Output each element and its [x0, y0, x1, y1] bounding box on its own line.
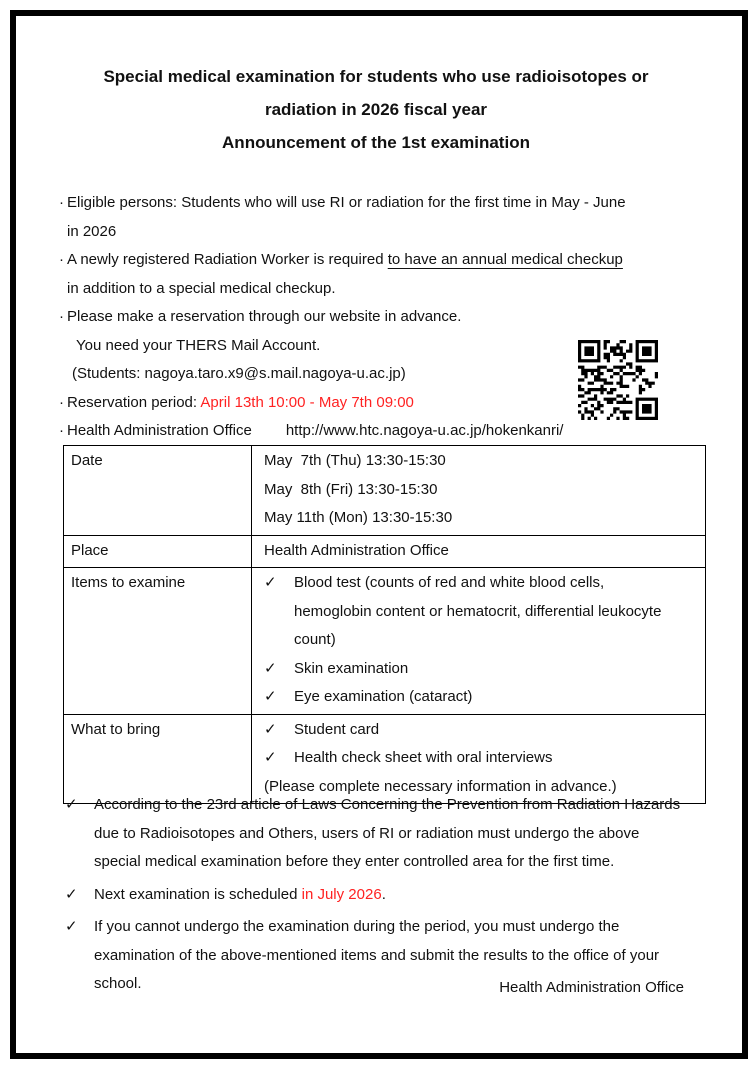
date-line: May 7th (Thu) 13:30-15:30	[264, 452, 446, 469]
period-label: Reservation period:	[67, 393, 201, 411]
reservation-text: Please make a reservation through our website in advance.	[67, 308, 462, 325]
check-item-blood-test	[252, 569, 681, 655]
exam-info-table	[63, 445, 706, 804]
place-value: Health Administration Office	[264, 541, 449, 559]
office-url-link[interactable]: http://www.htc.nagoya-u.ac.jp/hokenkanri/	[285, 422, 564, 439]
row-value-items	[252, 568, 706, 715]
bullet-icon: ·	[59, 251, 64, 268]
note-law-text: According to the 23rd article of Laws Concerning the Prevention from Radiation Hazards due to Radioisotopes and Others, users of RI or radiation must undergo the above special medical examination before they enter controlled area for the first time.	[94, 796, 681, 870]
qr-code-image	[578, 340, 658, 420]
check-icon: ✓	[65, 918, 78, 935]
worker-text-underlined: to have an annual medical checkup	[387, 251, 623, 268]
list-item-eligible	[59, 189, 630, 246]
list-item-worker	[59, 246, 630, 303]
bullet-icon: ·	[59, 194, 64, 211]
check-icon: ✓	[264, 720, 277, 738]
bullet-icon: ·	[59, 393, 64, 411]
office-label: Health Administration Office	[67, 422, 252, 439]
check-item-health-sheet	[252, 744, 681, 773]
table-row-place	[64, 535, 706, 568]
account-note: You need your THERS Mail Account.	[76, 336, 321, 354]
note-cannot-text: If you cannot undergo the examination during the period, you must undergo the examination of the above-mentioned items and submit the results to the office of your school.	[94, 918, 660, 992]
title-line-3: Announcement of the 1st examination	[222, 133, 530, 152]
check-item-text: Student card	[294, 720, 380, 738]
qr-code	[578, 340, 658, 420]
worker-text-post: in addition to a special medical checkup.	[67, 279, 336, 297]
row-value-date	[252, 446, 706, 536]
row-label-place: Place	[64, 535, 252, 568]
bullet-icon: ·	[59, 422, 64, 439]
date-line: May 11th (Mon) 13:30-15:30	[264, 509, 453, 526]
check-item-text: Blood test (counts of red and white blood cells, hemoglobin content or hematocrit, differential leukocyte count)	[294, 574, 662, 648]
bullet-icon: ·	[59, 308, 64, 325]
check-icon: ✓	[264, 688, 277, 705]
note-next-post: .	[381, 885, 386, 903]
intro-list	[59, 189, 630, 446]
period-value: April 13th 10:00 - May 7th 09:00	[200, 393, 414, 411]
signature: Health Administration Office	[499, 979, 684, 996]
list-item-office	[59, 417, 630, 446]
check-icon: ✓	[65, 885, 78, 903]
list-item-reservation	[59, 303, 630, 332]
check-icon: ✓	[264, 749, 277, 766]
worker-text-pre: A newly registered Radiation Worker is required	[67, 251, 388, 268]
row-value-place	[252, 535, 706, 568]
student-mail-example: (Students: nagoya.taro.x9@s.mail.nagoya-u.ac.jp)	[72, 365, 406, 382]
eligible-text: Eligible persons: Students who will use RI or radiation for the first time in May - June in 2026	[67, 194, 626, 240]
table-row-items	[64, 568, 706, 715]
check-icon: ✓	[264, 659, 277, 677]
title-line-2: radiation in 2026 fiscal year	[264, 100, 488, 119]
check-item-student-card	[252, 716, 681, 745]
row-label-date: Date	[64, 446, 252, 536]
check-item-text: Skin examination	[294, 659, 409, 677]
check-item-text: Health check sheet with oral interviews	[294, 749, 553, 766]
note-next-pre: Next examination is scheduled	[94, 885, 302, 903]
footer-notes	[63, 791, 684, 1003]
date-line: May 8th (Fri) 13:30-15:30	[264, 480, 438, 498]
note-next-exam	[63, 881, 684, 910]
note-next-value: in July 2026	[301, 885, 382, 903]
bring-note: (Please complete necessary information in advance.)	[264, 777, 617, 795]
note-law	[63, 791, 684, 877]
row-label-bring: What to bring	[64, 714, 252, 804]
table-row-date	[64, 446, 706, 536]
title-line-1: Special medical examination for students who use radioisotopes or	[103, 67, 649, 86]
list-item-period	[59, 389, 630, 418]
check-item-eye	[252, 683, 681, 712]
check-icon: ✓	[264, 574, 277, 591]
check-icon: ✓	[65, 796, 78, 813]
check-item-skin	[252, 655, 681, 684]
row-label-items: Items to examine	[64, 568, 252, 715]
document-title	[16, 60, 736, 159]
check-item-text: Eye examination (cataract)	[294, 688, 473, 705]
note-cannot-undergo	[63, 913, 684, 999]
